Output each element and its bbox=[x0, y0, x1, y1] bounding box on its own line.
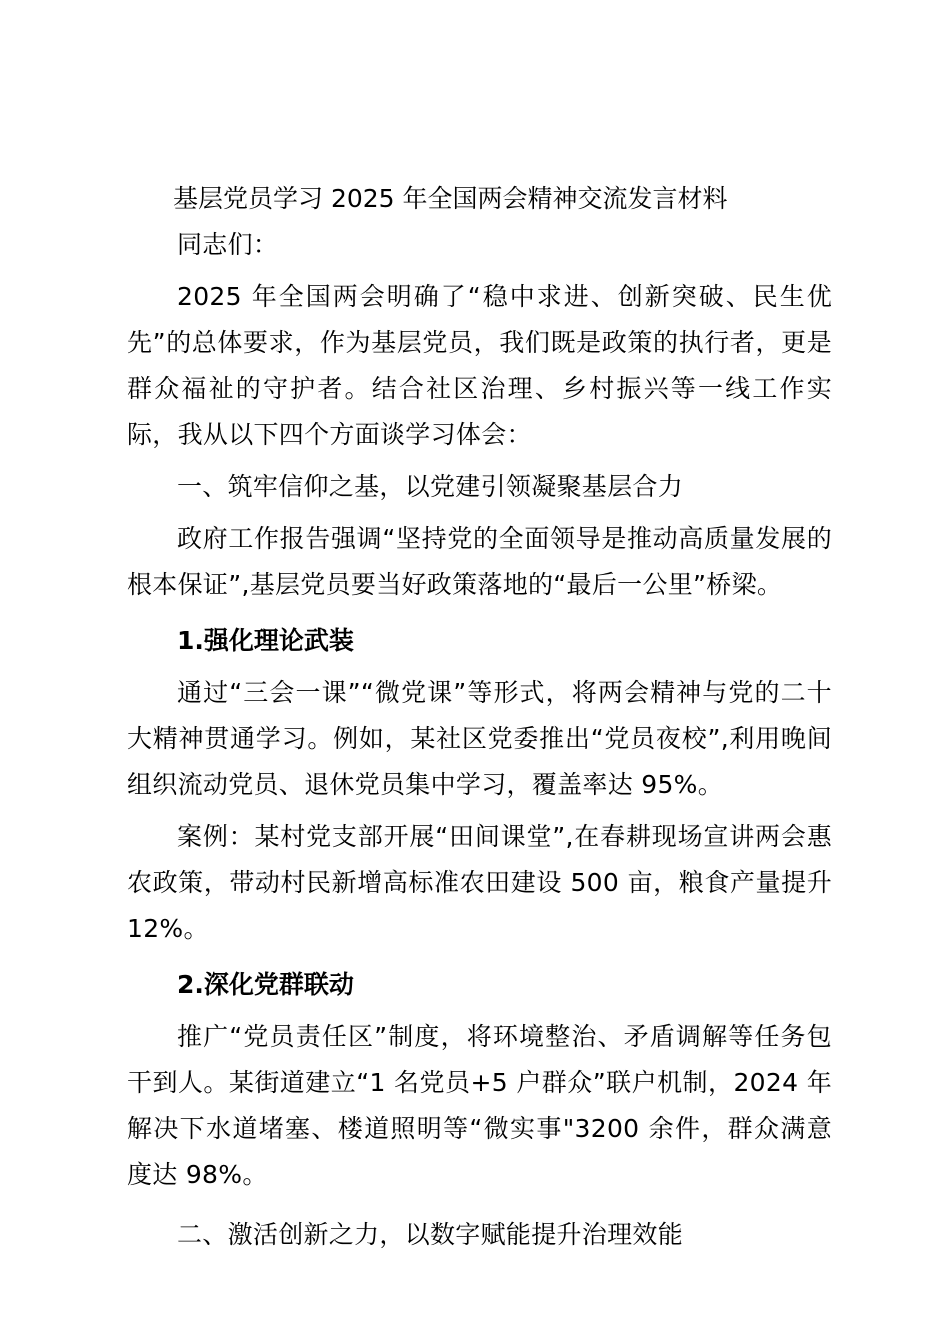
section-2-heading: 二、激活创新之力，以数字赋能提升治理效能 bbox=[177, 1220, 684, 1249]
intro-paragraph: 2025 年全国两会明确了“稳中求进、创新突破、民生优先”的总体要求，作为基层党员，我们既是政策的执行者，更是群众福祉的守护者。结合社区治理、乡村振兴等一线工作实际，我从以下四个方面谈学习体会： bbox=[127, 282, 832, 449]
subsection-1-heading: 1.强化理论武装 bbox=[177, 626, 354, 655]
subsection-2-paragraph: 推广“党员责任区”制度，将环境整治、矛盾调解等任务包干到人。某街道建立“1 名党员+5 户群众”联户机制，2024 年解决下水道堵塞、楼道照明等“微实事"3200 余件，群众满意度达 98%。 bbox=[127, 1022, 832, 1189]
document-body bbox=[127, 176, 832, 1258]
subsection-2-heading: 2.深化党群联动 bbox=[177, 970, 354, 999]
section-1-paragraph: 政府工作报告强调“坚持党的全面领导是推动高质量发展的根本保证”,基层党员要当好政策落地的“最后一公里”桥梁。 bbox=[127, 524, 832, 599]
section-1-heading: 一、筑牢信仰之基，以党建引领凝聚基层合力 bbox=[177, 472, 684, 501]
document-title: 基层党员学习 2025 年全国两会精神交流发言材料 bbox=[173, 184, 728, 213]
subsection-1-case: 案例：某村党支部开展“田间课堂”,在春耕现场宣讲两会惠农政策，带动村民新增高标准农田建设 500 亩，粮食产量提升 12%。 bbox=[127, 822, 832, 943]
salutation: 同志们： bbox=[177, 230, 279, 259]
subsection-1-paragraph: 通过“三会一课”“微党课”等形式，将两会精神与党的二十大精神贯通学习。例如，某社区党委推出“党员夜校”,利用晚间组织流动党员、退休党员集中学习，覆盖率达 95%。 bbox=[127, 678, 832, 799]
